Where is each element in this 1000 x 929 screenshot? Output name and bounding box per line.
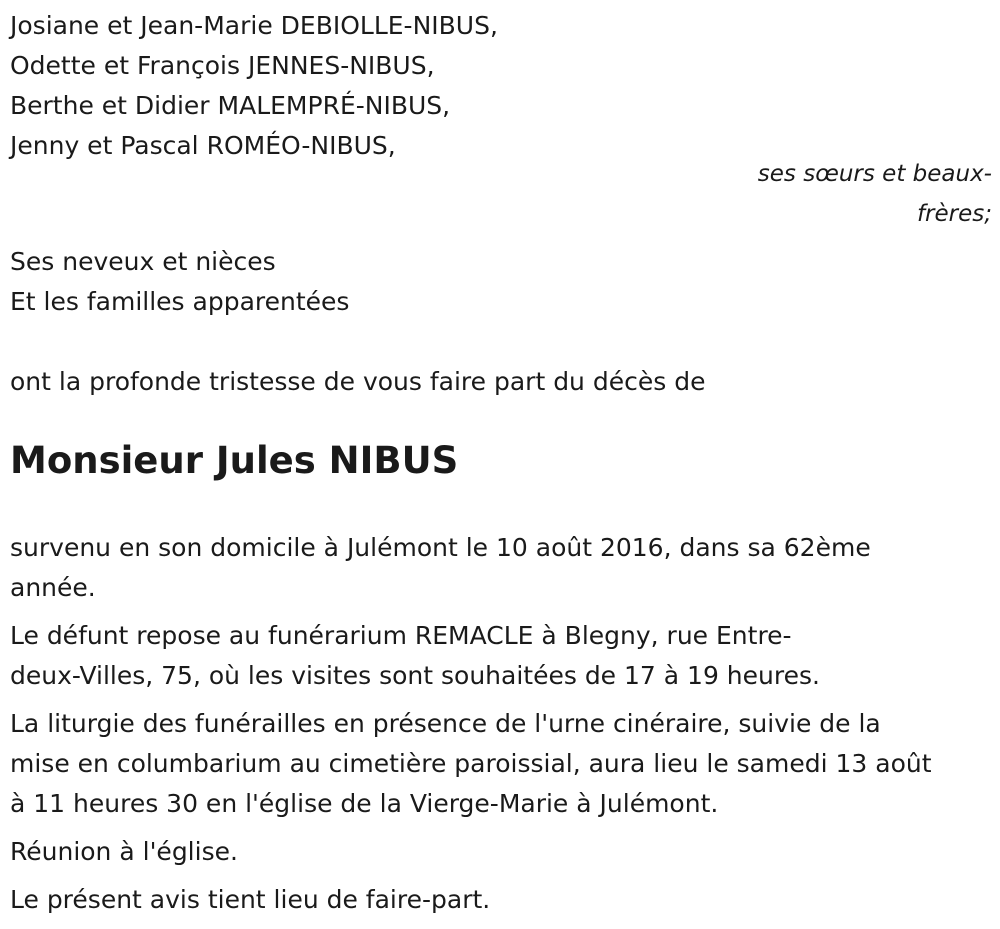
family-line-4: Jenny et Pascal ROMÉO-NIBUS, xyxy=(10,131,396,160)
death-line-2: année. xyxy=(10,573,96,602)
rest-paragraph xyxy=(10,616,992,696)
family-role-line-2: frères; xyxy=(916,201,992,227)
notice-paragraph xyxy=(10,880,992,920)
death-paragraph xyxy=(10,528,992,608)
family-list xyxy=(10,6,992,166)
deceased-name: Monsieur Jules NIBUS xyxy=(10,439,459,482)
liturgy-line-1: La liturgie des funérailles en présence de l'urne cinéraire, suivie de la xyxy=(10,709,881,738)
liturgy-paragraph xyxy=(10,704,992,824)
family-line-2: Odette et François JENNES-NIBUS, xyxy=(10,51,435,80)
family-line-1: Josiane et Jean-Marie DEBIOLLE-NIBUS, xyxy=(10,11,498,40)
families-line: Et les familles apparentées xyxy=(10,287,350,316)
announcement xyxy=(10,362,992,402)
liturgy-line-2: mise en columbarium au cimetière paroissial, aura lieu le samedi 13 août xyxy=(10,749,932,778)
relatives-block xyxy=(10,242,992,322)
obituary-notice xyxy=(10,0,992,920)
liturgy-line-3: à 11 heures 30 en l'église de la Vierge-Marie à Julémont. xyxy=(10,789,719,818)
meeting-text: Réunion à l'église. xyxy=(10,837,238,866)
family-role xyxy=(10,154,992,234)
notice-text: Le présent avis tient lieu de faire-part. xyxy=(10,885,491,914)
announcement-text: ont la profonde tristesse de vous faire part du décès de xyxy=(10,367,706,396)
family-role-line-1: ses sœurs et beaux- xyxy=(757,161,992,187)
nephews-line: Ses neveux et nièces xyxy=(10,247,276,276)
rest-line-2: deux-Villes, 75, où les visites sont souhaitées de 17 à 19 heures. xyxy=(10,661,820,690)
family-line-3: Berthe et Didier MALEMPRÉ-NIBUS, xyxy=(10,91,451,120)
meeting-paragraph xyxy=(10,832,992,872)
death-line-1: survenu en son domicile à Julémont le 10 août 2016, dans sa 62ème xyxy=(10,533,871,562)
rest-line-1: Le défunt repose au funérarium REMACLE à Blegny, rue Entre- xyxy=(10,621,792,650)
